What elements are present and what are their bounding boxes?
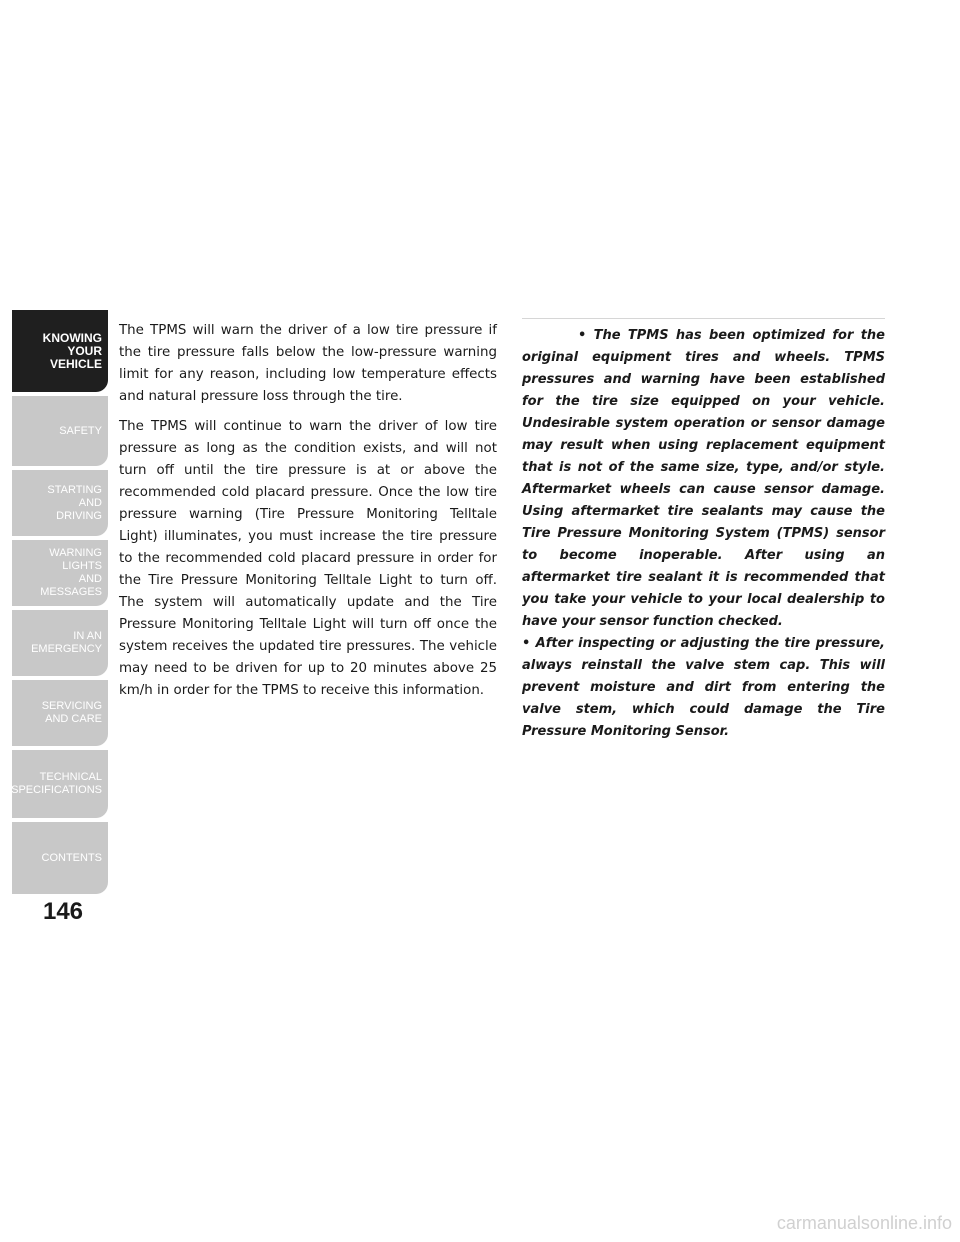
tab-label-line: SERVICING (41, 700, 102, 712)
tab-in-an-emergency[interactable] (12, 608, 108, 676)
tab-safety[interactable] (12, 394, 108, 466)
tab-warning-lights-and-messages[interactable] (12, 538, 108, 606)
tab-label-line: LIGHTS (62, 560, 102, 572)
tab-servicing-and-care[interactable] (12, 678, 108, 746)
tab-technical-specifications[interactable] (12, 748, 108, 818)
tab-label-line: SPECIFICATIONS (11, 784, 102, 796)
tab-label-line: SAFETY (59, 424, 102, 437)
tab-label-line: MESSAGES (40, 586, 102, 598)
tab-label-line: WARNING (49, 547, 102, 559)
tab-knowing-your-vehicle[interactable] (12, 308, 108, 392)
tab-label-line: KNOWING (42, 330, 102, 345)
tab-label-line: YOUR (67, 343, 102, 358)
tab-label-line: CONTENTS (41, 851, 102, 864)
tab-label-line: IN AN (73, 630, 102, 642)
tab-label-line: AND CARE (45, 713, 102, 725)
page-number: 146 (42, 898, 84, 925)
tab-label-line: DRIVING (56, 509, 102, 522)
tab-label-line: STARTING (47, 483, 102, 496)
note-column (522, 318, 885, 743)
paragraph-tpms-continue: The TPMS will continue to warn the driver of low tire pressure as long as the condition exists, and will not turn off until the tire pressure is at or above the recommended cold placard pressure. Once the low tire pressure warning (Tire Pressure Monitoring Telltale Light) illuminates, you must increase the tire pressure to the recommended cold placard pressure in order for the Tire Pressure Monitoring Telltale Light to turn off. The system will automatically update and the Tire Pressure Monitoring Telltale Light will turn off once the system receives the updated tire pressures. The vehicle may need to be driven for up to 20 minutes above 25 km/h in order for the TPMS to receive this information. (119, 419, 497, 698)
tab-label-line: AND (78, 573, 102, 585)
tab-contents[interactable] (12, 820, 108, 894)
body-text-column (119, 320, 497, 710)
tab-label-line: TECHNICAL (39, 771, 102, 783)
tab-label-line: EMERGENCY (31, 643, 102, 655)
watermark: carmanualsonline.info (776, 1213, 952, 1233)
tab-starting-and-driving[interactable] (12, 468, 108, 536)
paragraph-tpms-warning: The TPMS will warn the driver of a low tire pressure if the tire pressure falls below the low-pressure warning limit for any reason, including low temperature effects and natural pressure loss through the tire. (119, 323, 497, 404)
tab-label-line: VEHICLE (49, 356, 102, 371)
tab-label-line: AND (78, 496, 102, 509)
note-bullet-valve-stem-cap: • After inspecting or adjusting the tire pressure, always reinstall the valve stem cap. This will prevent moisture and dirt from entering the valve stem, which could damage the Tire Pressure Monitoring Sensor. (522, 636, 885, 739)
note-bullet-original-equipment: • The TPMS has been optimized for the original equipment tires and wheels. TPMS pressures and warning have been established for the tire size equipped on your vehicle. Undesirable system operation or sensor damage may result when using replacement equipment that is not of the same size, type, and/or style. Aftermarket wheels can cause sensor damage. Using aftermarket tire sealants may cause the Tire Pressure Monitoring System (TPMS) sensor to become inoperable. After using an aftermarket tire sealant it is recommended that you take your vehicle to your local dealership to have your sensor function checked. (522, 328, 885, 629)
